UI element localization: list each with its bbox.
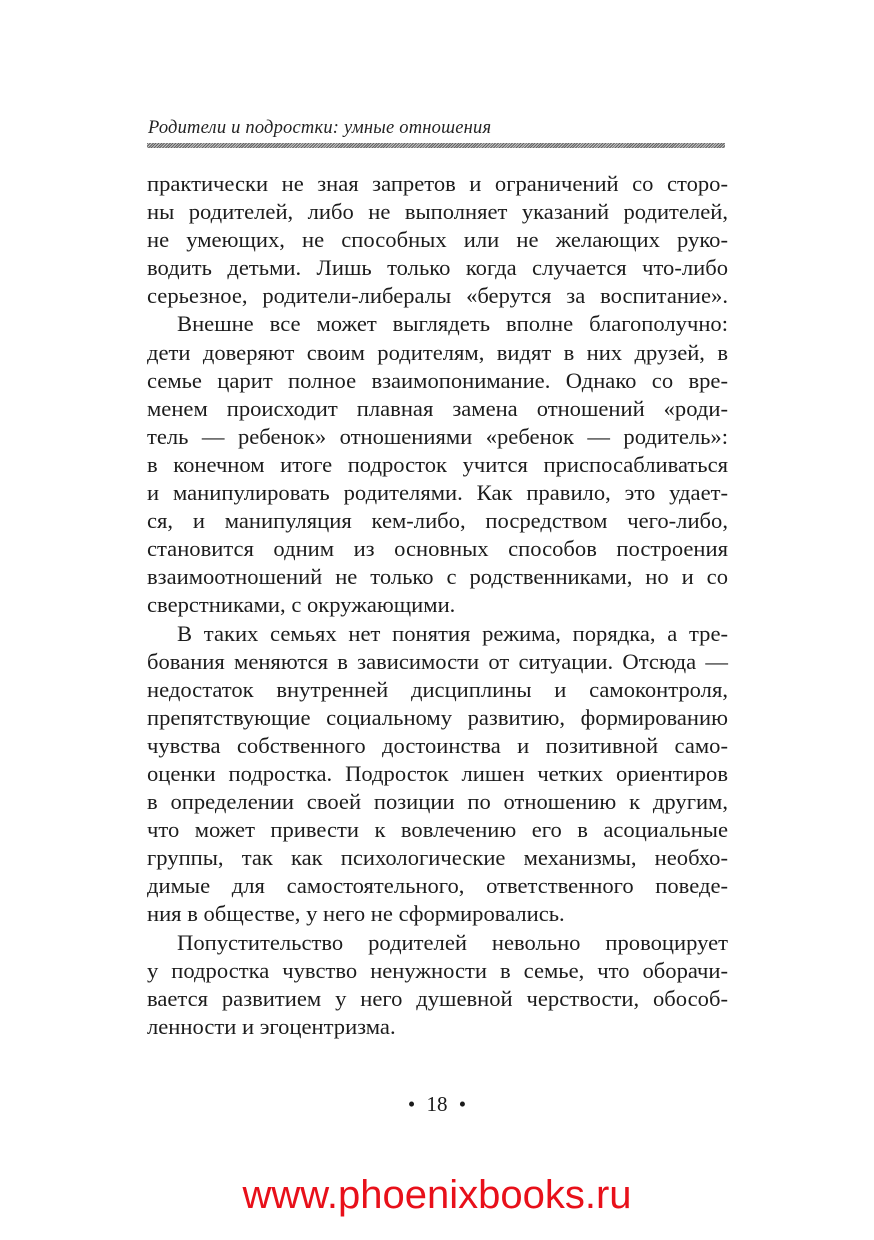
- text-line: в определении своей позиции по отношению к другим,: [147, 789, 728, 815]
- paragraph: [147, 929, 728, 1041]
- header-rule-divider: [147, 143, 725, 148]
- page-number: • 18 •: [407, 1092, 467, 1116]
- publisher-website-link[interactable]: www.phoenixbooks.ru: [242, 1173, 632, 1217]
- text-line: становится одним из основных способов построения: [147, 536, 728, 562]
- text-line: у подростка чувство ненужности в семье, что оборачи-: [147, 957, 728, 983]
- paragraph: [147, 170, 728, 310]
- text-line: сверстниками, с окружающими.: [147, 592, 456, 618]
- text-line: ны родителей, либо не выполняет указаний родителей,: [147, 199, 728, 225]
- body-text: [147, 170, 728, 1041]
- text-line: ния в обществе, у него не сформировались.: [147, 901, 565, 927]
- text-line: ся, и манипуляция кем-либо, посредством чего-либо,: [147, 508, 728, 534]
- paragraph: [147, 620, 728, 929]
- text-line: что может привести к вовлечению его в асоциальные: [147, 817, 728, 843]
- text-line: оценки подростка. Подросток лишен четких ориентиров: [147, 760, 728, 786]
- paragraph: [147, 310, 728, 619]
- running-head-title: Родители и подростки: умные отношения: [148, 118, 492, 138]
- text-line: бования меняются в зависимости от ситуации. Отсюда —: [147, 648, 728, 674]
- text-line: димые для самостоятельного, ответственного поведе-: [147, 873, 728, 899]
- text-line: и манипулировать родителями. Как правило, это удает-: [147, 480, 728, 506]
- text-line: Попустительство родителей невольно провоцирует: [177, 929, 728, 955]
- text-line: дети доверяют своим родителям, видят в них друзей, в: [147, 339, 728, 365]
- text-line: взаимоотношений не только с родственниками, но и со: [147, 564, 728, 590]
- text-line: менем происходит плавная замена отношений «роди-: [147, 395, 728, 421]
- text-line: Внешне все может выглядеть вполне благополучно:: [177, 311, 728, 337]
- text-line: серьезное, родители-либералы «берутся за воспитание».: [147, 283, 728, 309]
- text-line: недостаток внутренней дисциплины и самоконтроля,: [147, 676, 728, 702]
- text-line: В таких семьях нет понятия режима, порядка, а тре-: [177, 620, 728, 646]
- text-line: группы, так как психологические механизмы, необхо-: [147, 845, 728, 871]
- text-line: чувства собственного достоинства и позитивной само-: [147, 732, 728, 758]
- text-line: семье царит полное взаимопонимание. Однако со вре-: [147, 367, 728, 393]
- text-line: ленности и эгоцентризма.: [147, 1013, 396, 1039]
- text-line: в конечном итоге подросток учится приспосабливаться: [147, 451, 728, 477]
- text-line: тель — ребенок» отношениями «ребенок — родитель»:: [147, 423, 728, 449]
- text-line: не умеющих, не способных или не желающих руко-: [147, 227, 728, 253]
- text-line: вается развитием у него душевной черствости, обособ-: [147, 985, 728, 1011]
- text-line: препятствующие социальному развитию, формированию: [147, 704, 728, 730]
- text-line: практически не зная запретов и ограничений со сторо-: [147, 171, 728, 196]
- text-line: водить детьми. Лишь только когда случается что-либо: [147, 255, 728, 281]
